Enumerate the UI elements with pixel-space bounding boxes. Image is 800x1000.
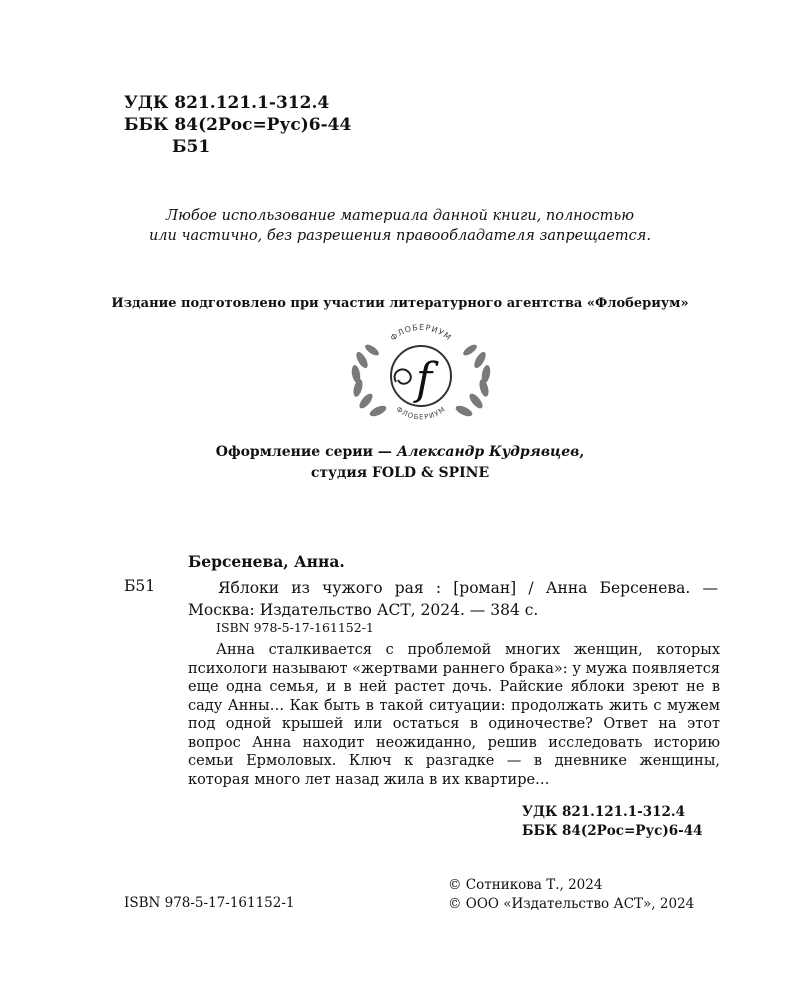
floberium-logo-icon — [348, 320, 494, 428]
copyright-publisher: © ООО «Издательство АСТ», 2024 — [448, 896, 695, 912]
udk-code: УДК 821.121.1-312.4 — [124, 93, 330, 113]
series-design-suffix: , — [579, 444, 585, 460]
copyright-author: © Сотникова Т., 2024 — [448, 877, 603, 893]
series-design-prefix: Оформление серии — — [215, 444, 397, 460]
agency-note: Издание подготовлено при участии литературного агентства «Флобериум» — [111, 296, 689, 311]
catalog-isbn: ISBN 978-5-17-161152-1 — [216, 620, 374, 635]
copyright-notice-line-1: Любое использование материала данной книги, полностью — [165, 208, 634, 224]
svg-text:ФЛОБЕРИУМ — [395, 405, 448, 421]
series-studio: студия FOLD & SPINE — [310, 465, 490, 481]
catalog-annotation: Анна сталкивается с проблемой многих женщин, которых психологи называют «жертвами раннего брака»: у мужа появляется еще одна семья, и в ней растет дочь. Райские яблоки зреют не в саду Анны… Как быть в такой ситуации: продолжать жить с мужем под одной крышей или остаться в одиночестве? Ответ на этот вопрос Анна находит неожиданно, решив исследовать историю семьи Ермоловых. Ключ к разгадке — в дневнике женщины, которая много лет назад жила в их квартире… — [188, 642, 720, 788]
copyright-notice-line-2: или частично, без разрешения правообладателя запрещается. — [148, 228, 652, 244]
series-design-credit — [0, 442, 800, 484]
top-classification-codes — [124, 92, 351, 158]
logo-top-text: ФЛОБЕРИУМ — [388, 322, 454, 343]
catalog-udk: УДК 821.121.1-312.4 — [522, 804, 685, 820]
author-mark: Б51 — [172, 137, 211, 157]
catalog-title-entry: Яблоки из чужого рая : [роман] / Анна Берсенева. — Москва: Издательство АСТ, 2024. — 384 с. — [188, 579, 718, 619]
catalog-bbk: ББК 84(2Рос=Рус)6-44 — [522, 823, 703, 839]
copyright-notice — [0, 206, 800, 246]
catalog-classification-codes — [522, 803, 703, 841]
svg-text:ФЛОБЕРИУМ — [389, 323, 453, 343]
footer-isbn: ISBN 978-5-17-161152-1 — [124, 895, 295, 911]
logo-bottom-text: ФЛОБЕРИУМ — [394, 405, 448, 422]
series-designer-name: Александр Кудрявцев — [396, 444, 580, 460]
catalog-mark: Б51 — [124, 577, 156, 595]
bbk-code: ББК 84(2Рос=Рус)6-44 — [124, 115, 352, 135]
catalog-author: Берсенева, Анна. — [188, 552, 345, 571]
copyright-lines — [448, 876, 694, 914]
logo-letter: f — [415, 354, 433, 405]
